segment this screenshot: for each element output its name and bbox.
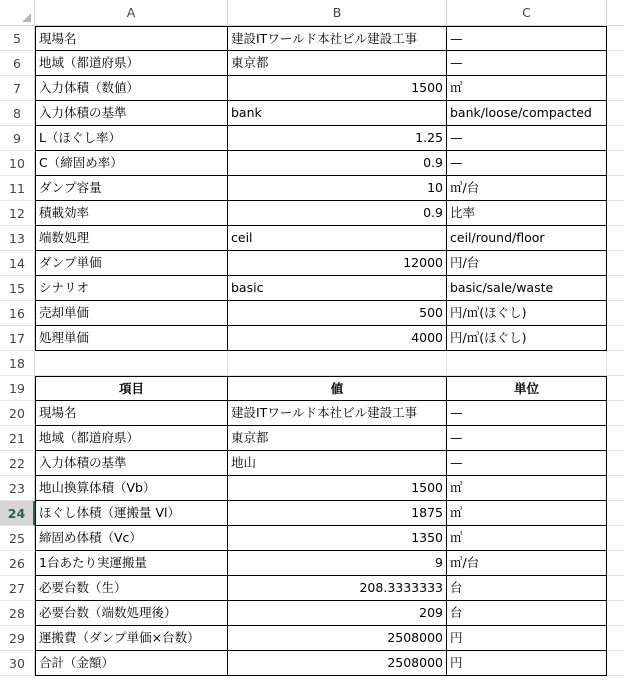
row-header[interactable]: 12 — [0, 201, 35, 226]
table-row — [35, 251, 624, 276]
select-all-button[interactable] — [0, 0, 35, 25]
unit-cell[interactable]: — — [447, 401, 607, 426]
unit-cell[interactable]: ㎥/台 — [447, 551, 607, 576]
unit-cell[interactable]: — — [447, 151, 607, 176]
column-d-cell[interactable] — [607, 376, 624, 401]
table-row — [35, 601, 624, 626]
unit-cell[interactable] — [447, 351, 607, 376]
row-header[interactable]: 7 — [0, 76, 35, 101]
unit-cell[interactable]: — — [447, 26, 607, 51]
row-header[interactable]: 9 — [0, 126, 35, 151]
column-d-cell[interactable] — [607, 326, 624, 351]
value-cell[interactable]: ceil — [228, 226, 447, 251]
value-cell[interactable]: 地山 — [228, 451, 447, 476]
column-d-cell[interactable] — [607, 551, 624, 576]
item-cell[interactable]: 必要台数（生） — [35, 576, 228, 601]
table-row — [35, 101, 624, 126]
unit-cell[interactable]: 台 — [447, 576, 607, 601]
unit-cell[interactable]: 円/台 — [447, 251, 607, 276]
row-header[interactable]: 28 — [0, 601, 35, 626]
value-cell[interactable]: 500 — [228, 301, 447, 326]
value-cell[interactable]: 9 — [228, 551, 447, 576]
table-row — [35, 76, 624, 101]
column-d-cell[interactable] — [607, 251, 624, 276]
item-cell[interactable]: 入力体積の基準 — [35, 101, 228, 126]
row-header[interactable]: 30 — [0, 651, 35, 676]
row-header[interactable]: 21 — [0, 426, 35, 451]
table-row — [35, 51, 624, 76]
item-cell[interactable]: 1台あたり実運搬量 — [35, 551, 228, 576]
item-cell[interactable]: 現場名 — [35, 401, 228, 426]
column-d-cell[interactable] — [607, 51, 624, 76]
value-cell[interactable]: 4000 — [228, 326, 447, 351]
item-cell[interactable]: 必要台数（端数処理後） — [35, 601, 228, 626]
row-header[interactable]: 29 — [0, 626, 35, 651]
column-d-cell[interactable] — [607, 26, 624, 51]
value-cell[interactable]: 東京都 — [228, 51, 447, 76]
value-cell[interactable]: 東京都 — [228, 426, 447, 451]
table-row — [35, 326, 624, 351]
unit-cell[interactable]: ㎥ — [447, 76, 607, 101]
table-row — [35, 26, 624, 51]
unit-cell[interactable]: 台 — [447, 601, 607, 626]
table-row — [35, 226, 624, 251]
value-cell[interactable]: bank — [228, 101, 447, 126]
column-d-cell[interactable] — [607, 526, 624, 551]
row-header[interactable]: 6 — [0, 51, 35, 76]
table-row — [35, 301, 624, 326]
column-d-cell[interactable] — [607, 226, 624, 251]
column-d-cell[interactable] — [607, 151, 624, 176]
item-cell[interactable]: シナリオ — [35, 276, 228, 301]
row-header[interactable]: 16 — [0, 301, 35, 326]
table-row — [35, 501, 624, 526]
unit-cell[interactable]: — — [447, 451, 607, 476]
item-cell[interactable] — [35, 351, 228, 376]
value-cell[interactable]: 209 — [228, 601, 447, 626]
value-cell[interactable]: 建設ITワールド本社ビル建設工事 — [228, 26, 447, 51]
row-header[interactable]: 27 — [0, 576, 35, 601]
item-cell[interactable]: 処理単価 — [35, 326, 228, 351]
value-cell[interactable]: 2508000 — [228, 651, 447, 676]
unit-cell[interactable]: — — [447, 426, 607, 451]
table-row — [35, 151, 624, 176]
table-row — [35, 526, 624, 551]
value-cell[interactable]: 1350 — [228, 526, 447, 551]
header-value-cell[interactable]: 値 — [228, 376, 447, 401]
item-cell[interactable]: 端数処理 — [35, 226, 228, 251]
item-cell[interactable]: 地山換算体積（Vb） — [35, 476, 228, 501]
item-cell[interactable]: 現場名 — [35, 26, 228, 51]
column-d-cell[interactable] — [607, 126, 624, 151]
table-row — [35, 401, 624, 426]
table-row — [35, 201, 624, 226]
column-d-cell[interactable] — [607, 276, 624, 301]
value-cell[interactable]: 0.9 — [228, 151, 447, 176]
table-row — [35, 451, 624, 476]
header-unit-cell[interactable]: 単位 — [447, 376, 607, 401]
column-header-a[interactable]: A — [35, 0, 228, 25]
unit-cell[interactable]: ㎥/台 — [447, 176, 607, 201]
table-row — [35, 651, 624, 676]
item-cell[interactable]: ダンプ容量 — [35, 176, 228, 201]
row-header[interactable]: 5 — [0, 26, 35, 51]
table-row — [35, 626, 624, 651]
column-d-cell[interactable] — [607, 426, 624, 451]
column-d-cell[interactable] — [607, 451, 624, 476]
item-cell[interactable]: 入力体積（数値） — [35, 76, 228, 101]
value-cell[interactable]: 12000 — [228, 251, 447, 276]
row-header[interactable]: 17 — [0, 326, 35, 351]
row-header[interactable]: 26 — [0, 551, 35, 576]
column-d-cell[interactable] — [607, 601, 624, 626]
item-cell[interactable]: 地域（都道府県） — [35, 426, 228, 451]
row-header[interactable]: 25 — [0, 526, 35, 551]
item-cell[interactable]: 合計（金額） — [35, 651, 228, 676]
column-d-cell[interactable] — [607, 101, 624, 126]
table-row — [35, 276, 624, 301]
unit-cell[interactable]: bank/loose/compacted — [447, 101, 607, 126]
item-cell[interactable]: 地域（都道府県） — [35, 51, 228, 76]
item-cell[interactable]: 締固め体積（Vc） — [35, 526, 228, 551]
column-header-bar — [0, 0, 624, 26]
value-cell[interactable]: 建設ITワールド本社ビル建設工事 — [228, 401, 447, 426]
value-cell[interactable]: 1500 — [228, 76, 447, 101]
unit-cell[interactable]: 比率 — [447, 201, 607, 226]
unit-cell[interactable]: ceil/round/floor — [447, 226, 607, 251]
row-header[interactable]: 23 — [0, 476, 35, 501]
item-cell[interactable]: 入力体積の基準 — [35, 451, 228, 476]
value-cell[interactable]: 1500 — [228, 476, 447, 501]
row-header[interactable]: 20 — [0, 401, 35, 426]
row-header[interactable]: 11 — [0, 176, 35, 201]
column-d-cell[interactable] — [607, 576, 624, 601]
unit-cell[interactable]: ㎥ — [447, 476, 607, 501]
row-header[interactable]: 19 — [0, 376, 35, 401]
item-cell[interactable]: L（ほぐし率） — [35, 126, 228, 151]
table-row — [35, 426, 624, 451]
item-cell[interactable]: ダンプ単価 — [35, 251, 228, 276]
column-d-cell[interactable] — [607, 76, 624, 101]
table-row — [35, 126, 624, 151]
column-d-cell[interactable] — [607, 626, 624, 651]
item-cell[interactable]: ほぐし体積（運搬量 Vl） — [35, 501, 228, 526]
item-cell[interactable]: 売却単価 — [35, 301, 228, 326]
value-cell[interactable]: 0.9 — [228, 201, 447, 226]
unit-cell[interactable]: — — [447, 126, 607, 151]
row-header[interactable]: 8 — [0, 101, 35, 126]
column-d-cell[interactable] — [607, 201, 624, 226]
row-header[interactable]: 14 — [0, 251, 35, 276]
table-row — [35, 176, 624, 201]
value-cell[interactable]: basic — [228, 276, 447, 301]
value-cell[interactable]: 1.25 — [228, 126, 447, 151]
item-cell[interactable]: 積載効率 — [35, 201, 228, 226]
value-cell[interactable]: 10 — [228, 176, 447, 201]
unit-cell[interactable]: ㎥ — [447, 526, 607, 551]
value-cell[interactable]: 208.3333333 — [228, 576, 447, 601]
item-cell[interactable]: C（締固め率） — [35, 151, 228, 176]
unit-cell[interactable]: 円/㎥(ほぐし) — [447, 326, 607, 351]
unit-cell[interactable]: ㎥ — [447, 501, 607, 526]
column-d-cell[interactable] — [607, 351, 624, 376]
value-cell[interactable]: 2508000 — [228, 626, 447, 651]
value-cell[interactable] — [228, 351, 447, 376]
row-header[interactable]: 13 — [0, 226, 35, 251]
column-d-cell[interactable] — [607, 176, 624, 201]
column-d-cell[interactable] — [607, 501, 624, 526]
column-d-cell[interactable] — [607, 301, 624, 326]
result-header-row — [35, 376, 624, 401]
empty-row — [35, 351, 624, 376]
unit-cell[interactable]: 円 — [447, 651, 607, 676]
table-row — [35, 576, 624, 601]
value-cell[interactable]: 1875 — [228, 501, 447, 526]
column-d-cell[interactable] — [607, 651, 624, 676]
select-all-triangle-icon — [22, 13, 31, 22]
unit-cell[interactable]: — — [447, 51, 607, 76]
header-item-cell[interactable]: 項目 — [35, 376, 228, 401]
row-header[interactable]: 22 — [0, 451, 35, 476]
table-row — [35, 551, 624, 576]
row-header[interactable]: 18 — [0, 351, 35, 376]
row-header[interactable]: 15 — [0, 276, 35, 301]
unit-cell[interactable]: basic/sale/waste — [447, 276, 607, 301]
row-header[interactable]: 10 — [0, 151, 35, 176]
column-d-cell[interactable] — [607, 401, 624, 426]
table-row — [35, 476, 624, 501]
row-header[interactable]: 24 — [0, 501, 35, 526]
unit-cell[interactable]: 円/㎥(ほぐし) — [447, 301, 607, 326]
unit-cell[interactable]: 円 — [447, 626, 607, 651]
column-header-b[interactable]: B — [228, 0, 447, 25]
item-cell[interactable]: 運搬費（ダンプ単価×台数） — [35, 626, 228, 651]
column-d-cell[interactable] — [607, 476, 624, 501]
column-header-c[interactable]: C — [447, 0, 607, 25]
